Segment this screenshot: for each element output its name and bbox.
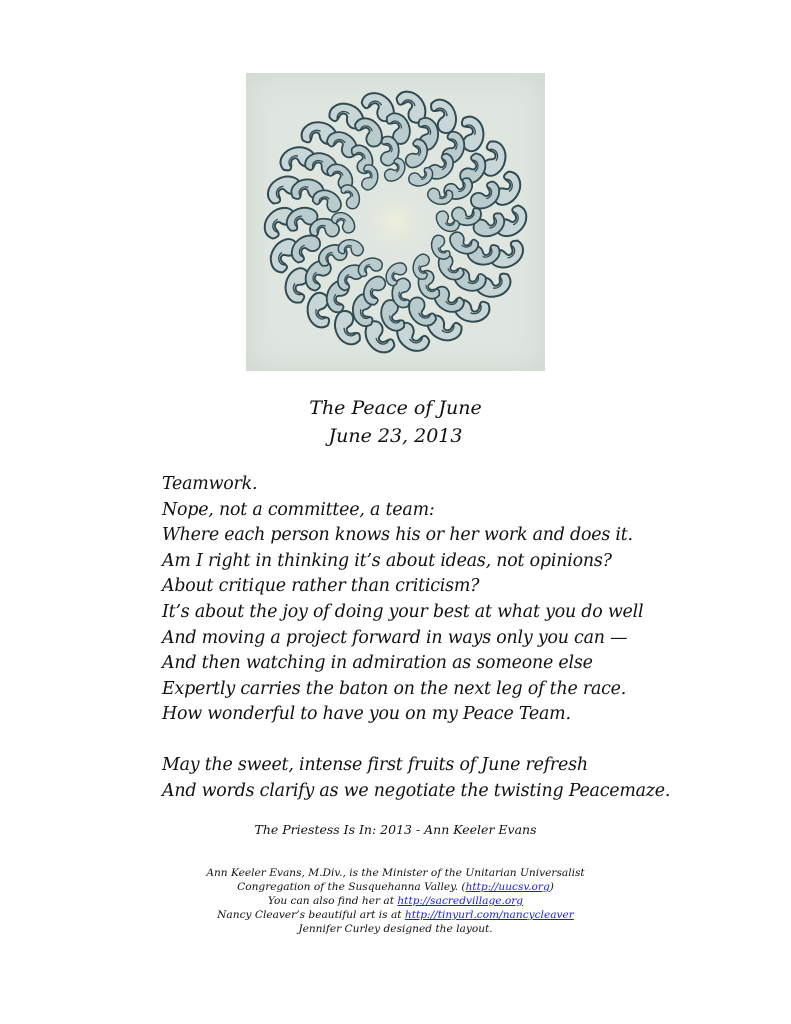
poem-line: About critique rather than criticism?	[162, 576, 480, 597]
uucsv-link[interactable]: http://uucsv.org	[465, 881, 550, 893]
paisley-petal	[363, 276, 386, 305]
bio-text: Congregation of the Susquehanna Valley. (	[237, 881, 466, 893]
poem-line: And words clarify as we negotiate the twisting Peacemaze.	[162, 780, 671, 801]
series-credit: The Priestess Is In: 2013 - Ann Keeler Evans	[254, 822, 537, 837]
bio-line	[0, 894, 791, 908]
paisley-mandala-icon	[246, 73, 545, 371]
bio-line: Ann Keeler Evans, M.Div., is the Minister of the Unitarian Universalist	[206, 867, 585, 879]
bio-text: You can also find her at	[267, 895, 398, 907]
poem-line: It’s about the joy of doing your best at what you do well	[162, 601, 644, 622]
poem-line: Teamwork.	[162, 474, 258, 494]
bio-line	[0, 880, 791, 894]
poem-title: The Peace of June	[309, 397, 482, 419]
poem-line: And moving a project forward in ways only you can —	[162, 627, 628, 648]
poem-line: How wonderful to have you on my Peace Team.	[162, 704, 571, 725]
nancycleaver-link[interactable]: http://tinyurl.com/nancycleaver	[404, 909, 574, 921]
poem-date: June 23, 2013	[328, 425, 463, 447]
bio-text: )	[549, 881, 554, 893]
bio-line	[0, 908, 791, 922]
poem-body	[162, 472, 782, 804]
stanza-break	[162, 728, 782, 753]
artwork-image	[246, 73, 545, 371]
poem-line: And then watching in admiration as someone else	[162, 653, 593, 674]
bio-line: Jennifer Curley designed the layout.	[298, 923, 493, 935]
poem-line: May the sweet, intense first fruits of June refresh	[162, 754, 588, 775]
poem-line: Expertly carries the baton on the next leg of the race.	[162, 678, 627, 699]
author-bio	[0, 866, 791, 936]
paisley-petal	[312, 190, 341, 213]
paisley-petal	[450, 231, 479, 254]
paisley-petal	[405, 139, 428, 168]
sacredvillage-link[interactable]: http://sacredvillage.org	[397, 895, 524, 907]
poem-line: Am I right in thinking it’s about ideas, not opinions?	[162, 550, 612, 571]
poem-line: Where each person knows his or her work and does it.	[162, 525, 633, 546]
bio-text: Nancy Cleaver’s beautiful art is at	[217, 909, 405, 921]
poem-line: Nope, not a committee, a team:	[162, 499, 435, 520]
